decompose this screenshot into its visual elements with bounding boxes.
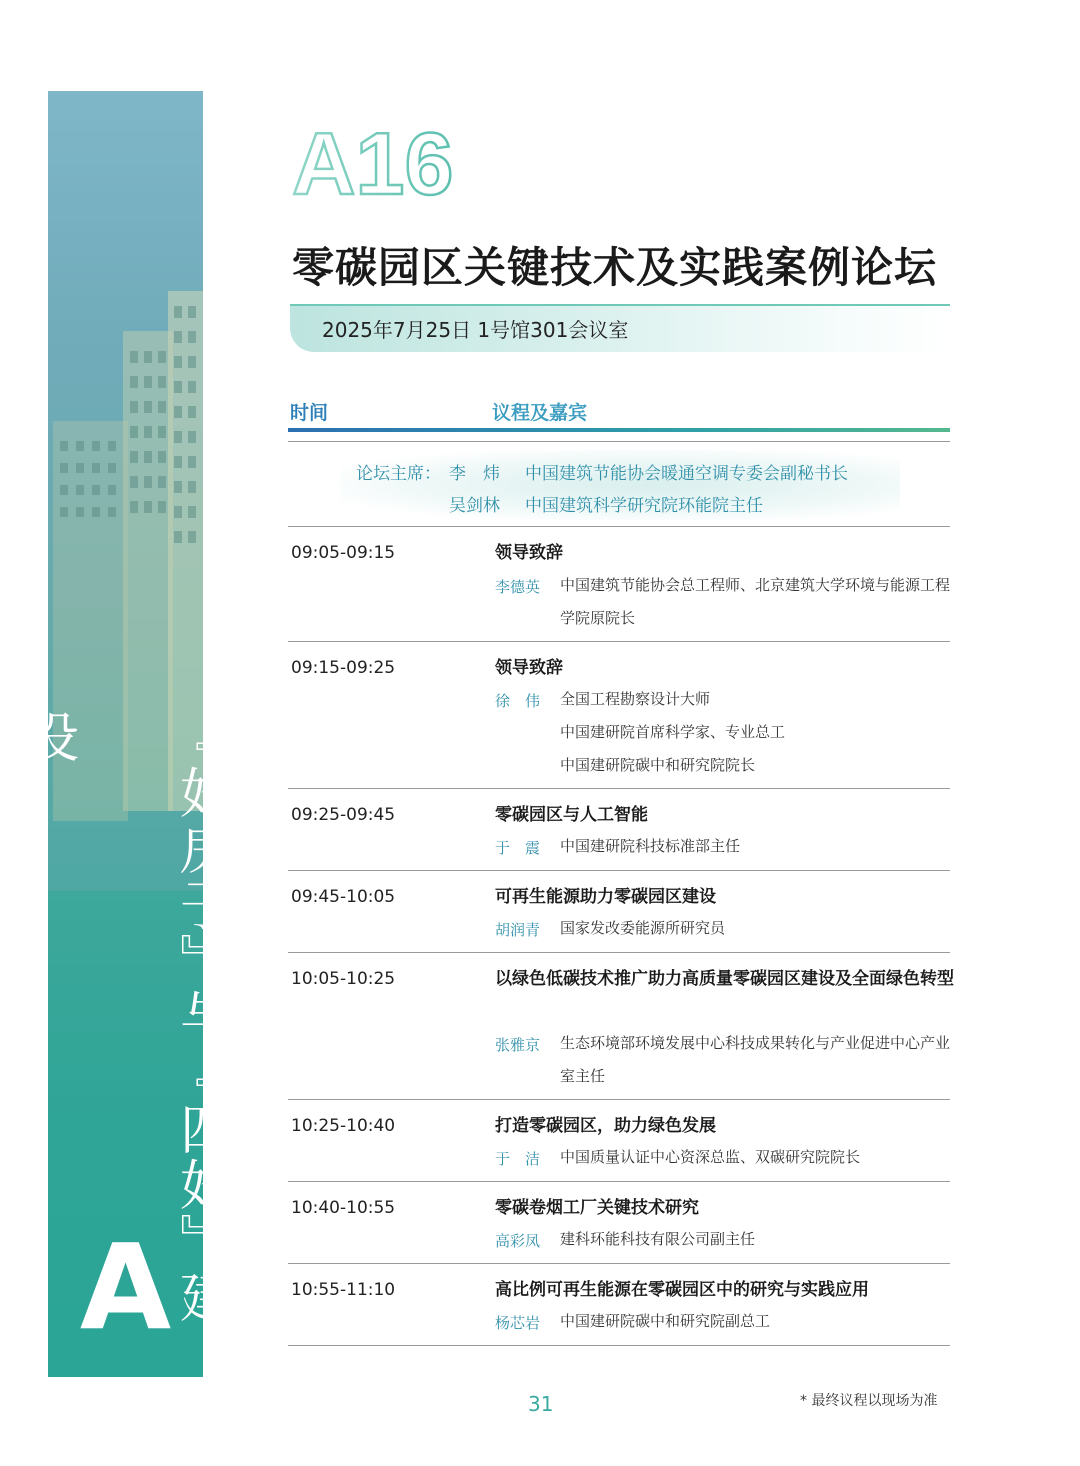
speaker-name: 胡润青 [495,921,541,939]
chair-label: 论坛主席： [356,464,441,484]
session-time: 09:05-09:15 [291,543,396,563]
speaker-name: 张雅京 [495,1036,541,1054]
session-time: 09:15-09:25 [291,658,396,678]
speaker-name: 徐 伟 [495,692,541,710]
speaker-info: 建科环能科技有限公司副主任 [560,1230,756,1248]
session-time: 09:25-09:45 [291,805,396,825]
speaker-info: 全国工程勘察设计大师 [560,690,711,708]
row-divider [288,641,950,642]
speaker-name: 于 震 [495,839,541,857]
header-divider [288,428,950,432]
speaker-info: 中国建研院碳中和研究院副总工 [560,1312,771,1330]
speaker-info: 国家发改委能源所研究员 [560,919,726,937]
speaker-info: 生态环境部环境发展中心科技成果转化与产业促进中心产业室主任 [560,1034,951,1085]
banner-vertical-title: 『好房子』与『四好』建设 [16,709,235,1325]
row-divider [288,952,950,953]
speaker-info: 中国建研院首席科学家、专业总工 [560,723,786,741]
forum-code [290,114,480,213]
session-time: 09:45-10:05 [291,887,396,907]
chair-title: 中国建筑科学研究院环能院主任 [525,496,763,516]
column-header-time: 时间 [290,402,329,424]
session-time: 10:55-11:10 [291,1280,396,1300]
row-divider [288,1345,950,1346]
forum-title: 零碳园区关键技术及实践案例论坛 [292,243,938,292]
chair-name: 吴剑林 [449,496,500,516]
session-time: 10:05-10:25 [291,969,396,989]
row-divider [288,870,950,871]
session-topic: 零碳卷烟工厂关键技术研究 [495,1198,699,1218]
session-topic: 高比例可再生能源在零碳园区中的研究与实践应用 [495,1280,869,1300]
speaker-info: 中国建筑节能协会总工程师、北京建筑大学环境与能源工程学院原院长 [560,576,951,627]
session-time: 10:40-10:55 [291,1198,396,1218]
svg-text:A16: A16 [292,114,454,213]
row-divider [288,1263,950,1264]
session-topic: 以绿色低碳技术推广助力高质量零碳园区建设及全面绿色转型 [495,969,954,989]
page-number: 31 [528,1392,554,1416]
date-location: 2025年7月25日 1号馆301会议室 [322,318,629,342]
side-banner [16,91,235,1377]
banner-letter: A [79,1218,172,1356]
speaker-info: 中国质量认证中心资深总监、双碳研究院院长 [560,1148,861,1166]
session-topic: 打造零碳园区，助力绿色发展 [495,1116,716,1136]
speaker-name: 于 洁 [495,1150,541,1168]
column-header-agenda: 议程及嘉宾 [492,402,588,424]
session-topic: 领导致辞 [495,543,563,563]
speaker-name: 高彩凤 [495,1232,541,1250]
chair-title: 中国建筑节能协会暖通空调专委会副秘书长 [525,464,848,484]
row-divider [288,526,950,527]
speaker-name: 杨芯岩 [495,1314,541,1332]
speaker-info: 中国建研院碳中和研究院院长 [560,756,756,774]
header-divider-thin [288,441,950,442]
date-location-bar [290,304,950,352]
session-time: 10:25-10:40 [291,1116,396,1136]
chair-name: 李 炜 [449,464,500,484]
footnote: * 最终议程以现场为准 [800,1393,938,1409]
row-divider [288,1099,950,1100]
session-topic: 可再生能源助力零碳园区建设 [495,887,716,907]
row-divider [288,788,950,789]
row-divider [288,1181,950,1182]
session-topic: 领导致辞 [495,658,563,678]
speaker-info: 中国建研院科技标准部主任 [560,837,741,855]
session-topic: 零碳园区与人工智能 [495,805,648,825]
speaker-name: 李德英 [495,578,541,596]
